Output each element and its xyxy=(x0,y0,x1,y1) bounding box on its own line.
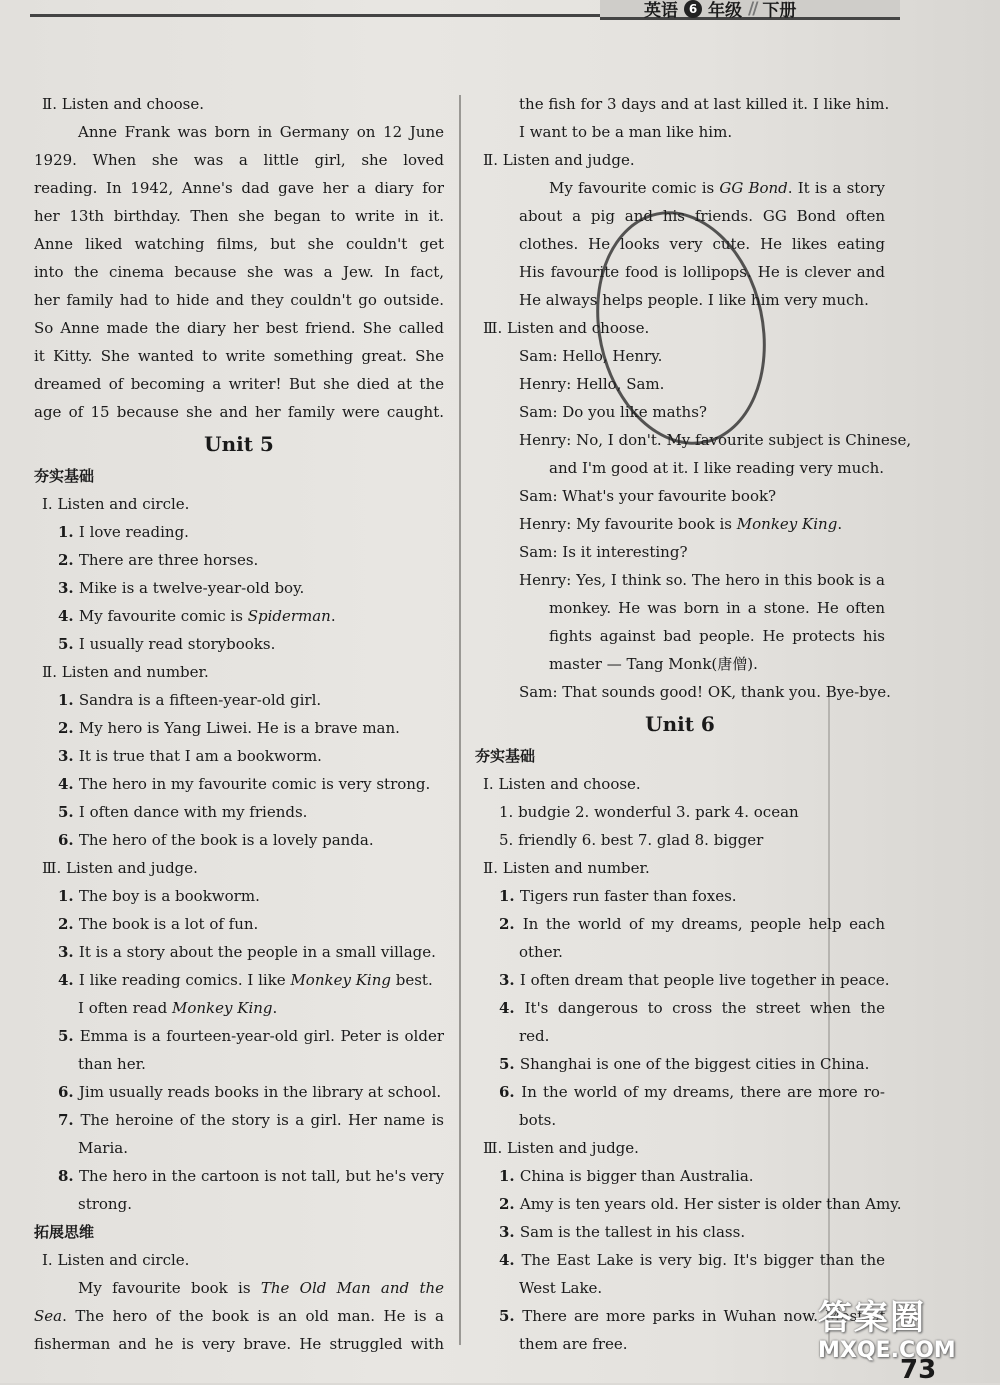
line-text: Jim usually reads books in the library at school. xyxy=(78,1083,442,1101)
text-line xyxy=(475,1106,885,1134)
text-line xyxy=(475,174,885,202)
text-line xyxy=(34,630,444,658)
header-volume: 下册 xyxy=(762,1,797,21)
line-text: Ⅱ. Listen and judge. xyxy=(483,151,635,169)
line-text: The hero in my favourite comic is very strong. xyxy=(78,775,431,793)
text-line xyxy=(475,510,885,538)
item-number: 5. xyxy=(58,803,79,821)
line-text: Shanghai is one of the biggest cities in China. xyxy=(519,1055,870,1073)
italic-title: GG Bond xyxy=(719,179,788,197)
line-text: There are more parks in Wuhan now. Most of xyxy=(522,1307,885,1325)
item-number: 1. xyxy=(499,1167,520,1185)
line-text: Sandra is a fifteen-year-old girl. xyxy=(78,691,322,709)
italic-title: Spiderman xyxy=(247,607,331,625)
text-line xyxy=(34,398,444,426)
item-number: 4. xyxy=(58,971,79,989)
left-column xyxy=(34,90,444,1358)
item-number: 2. xyxy=(58,719,79,737)
text-line xyxy=(475,882,885,910)
line-text: I want to be a man like him. xyxy=(519,123,733,141)
line-text: Henry: No, I don't. My favourite subject is Chinese, xyxy=(519,431,912,449)
line-text: My hero is Yang Liwei. He is a brave man. xyxy=(78,719,400,737)
italic-title: The Old Man and the xyxy=(260,1279,444,1297)
line-text: them are free. xyxy=(519,1335,628,1353)
line-text: other. xyxy=(519,943,563,961)
text-line xyxy=(34,146,444,174)
line-text: 1. budgie 2. wonderful 3. park 4. ocean xyxy=(499,803,799,821)
text-line xyxy=(475,650,885,678)
text-line xyxy=(475,1078,885,1106)
text-line xyxy=(34,1302,444,1330)
text-line xyxy=(475,566,885,594)
text-line xyxy=(34,602,444,630)
line-text: dreamed of becoming a writer! But she died at the xyxy=(34,375,444,393)
line-text: red. xyxy=(519,1027,550,1045)
text-line xyxy=(475,1022,885,1050)
line-text: and I'm good at it. I like reading very much. xyxy=(549,459,885,477)
line-text: The East Lake is very big. It's bigger than the xyxy=(521,1251,885,1269)
text-line xyxy=(475,1246,885,1274)
line-text: So Anne made the diary her best friend. She called xyxy=(34,319,444,337)
line-text: Ⅰ. Listen and choose. xyxy=(483,775,641,793)
text-line xyxy=(34,1078,444,1106)
line-text-after: . It is a story xyxy=(787,179,885,197)
text-line xyxy=(475,1218,885,1246)
line-text: Emma is a fourteen-year-old girl. Peter is older xyxy=(79,1027,444,1045)
text-line xyxy=(34,910,444,938)
line-text: reading. In 1942, Anne's dad gave her a diary for xyxy=(34,179,444,197)
text-line xyxy=(475,854,885,882)
line-text: Tigers run faster than foxes. xyxy=(519,887,737,905)
line-text: 5. friendly 6. best 7. glad 8. bigger xyxy=(499,831,764,849)
line-text: It is true that I am a bookworm. xyxy=(78,747,322,765)
line-text: Henry: Yes, I think so. The hero in this book is a xyxy=(519,571,885,589)
text-line xyxy=(34,230,444,258)
text-line xyxy=(475,1162,885,1190)
line-text: monkey. He was born in a stone. He often xyxy=(549,599,885,617)
text-line xyxy=(34,286,444,314)
item-number: 4. xyxy=(58,775,79,793)
line-text: The heroine of the story is a girl. Her name is xyxy=(80,1111,444,1129)
line-text: The book is a lot of fun. xyxy=(78,915,259,933)
item-number: 3. xyxy=(58,747,79,765)
line-text: age of 15 because she and her family were caught. xyxy=(34,403,444,421)
text-line xyxy=(475,1190,902,1218)
text-line xyxy=(34,1134,444,1162)
text-line xyxy=(475,994,885,1022)
line-text: The hero in the cartoon is not tall, but he's very xyxy=(79,1167,444,1185)
line-text: her family had to hide and they couldn't go outside. xyxy=(34,291,444,309)
line-text: I often dream that people live together in peace. xyxy=(519,971,890,989)
header-grade-suffix: 年级 xyxy=(708,1,742,21)
line-text: Maria. xyxy=(78,1139,128,1157)
text-line xyxy=(34,90,444,118)
text-line xyxy=(34,966,444,994)
text-line xyxy=(34,1106,444,1134)
line-text-after: . The hero of the book is an old man. He is a xyxy=(62,1307,444,1325)
text-line xyxy=(475,146,885,174)
text-line xyxy=(34,826,444,854)
line-text: master — Tang Monk(唐僧). xyxy=(549,655,758,673)
line-text-after: best. xyxy=(390,971,433,989)
item-number: 4. xyxy=(499,1251,522,1269)
item-number: 4. xyxy=(499,999,525,1017)
text-line xyxy=(34,1330,444,1358)
text-line xyxy=(34,202,444,230)
line-text: I like reading comics. I like xyxy=(78,971,291,989)
item-number: 6. xyxy=(499,1083,522,1101)
item-number: 5. xyxy=(58,635,79,653)
text-line xyxy=(34,1022,444,1050)
text-line xyxy=(475,118,885,146)
text-line xyxy=(475,1050,885,1078)
line-text: Ⅱ. Listen and choose. xyxy=(42,95,204,113)
text-line xyxy=(475,798,885,826)
line-text: My favourite comic is xyxy=(78,607,248,625)
item-number: 3. xyxy=(499,971,520,989)
line-text: I often read xyxy=(78,999,172,1017)
text-line xyxy=(34,118,444,146)
line-text-after: . xyxy=(272,999,278,1017)
text-line xyxy=(34,370,444,398)
item-number: 4. xyxy=(58,607,79,625)
text-line xyxy=(475,482,885,510)
line-text: Amy is ten years old. Her sister is older than Amy. xyxy=(519,1195,902,1213)
line-text: West Lake. xyxy=(519,1279,603,1297)
watermark-title: 答案圈 xyxy=(818,1298,926,1338)
text-line xyxy=(34,1246,444,1274)
text-line xyxy=(34,770,444,798)
unit-heading: Unit 6 xyxy=(645,712,715,736)
line-text: clothes. He looks very cute. He likes eating xyxy=(519,235,885,253)
line-text: It is a story about the people in a small village. xyxy=(78,943,436,961)
header-grade-number: 6 xyxy=(684,0,702,18)
line-text: Ⅰ. Listen and circle. xyxy=(42,1251,190,1269)
line-text: My favourite comic is xyxy=(549,179,720,197)
text-line xyxy=(34,546,444,574)
line-text: Henry: My favourite book is xyxy=(519,515,737,533)
line-text: strong. xyxy=(78,1195,132,1213)
item-number: 1. xyxy=(499,887,520,905)
italic-title: Monkey King xyxy=(290,971,391,989)
line-text: I often dance with my friends. xyxy=(78,803,308,821)
text-line xyxy=(34,882,444,910)
line-text-after: . xyxy=(330,607,336,625)
text-line xyxy=(475,966,890,994)
line-text-after: . xyxy=(837,515,843,533)
line-text: bots. xyxy=(519,1111,557,1129)
item-number: 1. xyxy=(58,887,79,905)
item-number: 6. xyxy=(58,831,79,849)
item-number: 1. xyxy=(58,523,79,541)
line-text: than her. xyxy=(78,1055,146,1073)
italic-title: Sea xyxy=(34,1307,63,1325)
text-line xyxy=(34,658,444,686)
line-text: The hero of the book is a lovely panda. xyxy=(78,831,374,849)
item-number: 1. xyxy=(58,691,79,709)
line-text: fights against bad people. He protects his xyxy=(549,627,885,645)
line-text: Sam: What's your favourite book? xyxy=(519,487,777,505)
column-divider xyxy=(459,95,461,1345)
line-text: In the world of my dreams, people help each xyxy=(522,915,885,933)
line-text: Henry: Hello, Sam. xyxy=(519,375,665,393)
line-text: I usually read storybooks. xyxy=(78,635,276,653)
text-line xyxy=(475,1134,885,1162)
item-number: 6. xyxy=(58,1083,79,1101)
item-number: 2. xyxy=(499,1195,520,1213)
text-line xyxy=(34,1274,444,1302)
line-text: China is bigger than Australia. xyxy=(519,1167,754,1185)
text-line xyxy=(34,994,444,1022)
line-text: The boy is a bookworm. xyxy=(78,887,260,905)
line-text: Anne Frank was born in Germany on 12 June xyxy=(78,123,444,141)
text-line xyxy=(34,1190,444,1218)
unit-heading: Unit 5 xyxy=(204,432,274,456)
watermark-url: MXQE.COM xyxy=(818,1338,956,1363)
text-line xyxy=(475,826,885,854)
section-heading: 拓展思维 xyxy=(34,1223,95,1241)
line-text: Sam: Hello, Henry. xyxy=(519,347,663,365)
line-text: Ⅱ. Listen and number. xyxy=(483,859,650,877)
line-text: her 13th birthday. Then she began to write in it. xyxy=(34,207,444,225)
line-text: Sam: Is it interesting? xyxy=(519,543,688,561)
item-number: 2. xyxy=(58,915,79,933)
line-text: Ⅲ. Listen and choose. xyxy=(483,319,650,337)
text-line xyxy=(34,1050,444,1078)
item-number: 3. xyxy=(58,579,79,597)
line-text: Mike is a twelve-year-old boy. xyxy=(78,579,305,597)
text-line xyxy=(475,538,885,566)
item-number: 8. xyxy=(58,1167,80,1185)
line-text: it Kitty. She wanted to write something great. She xyxy=(34,347,444,365)
text-line xyxy=(34,314,444,342)
text-line xyxy=(34,1162,444,1190)
text-line xyxy=(475,454,885,482)
text-line xyxy=(475,910,885,938)
text-line xyxy=(34,742,444,770)
text-line xyxy=(475,622,885,650)
text-line xyxy=(475,594,885,622)
line-text: He always helps people. I like him very much. xyxy=(519,291,869,309)
line-text: I love reading. xyxy=(78,523,189,541)
text-line xyxy=(34,258,444,286)
text-line xyxy=(475,938,885,966)
line-text: about a pig and his friends. GG Bond often xyxy=(519,207,885,225)
item-number: 5. xyxy=(58,1027,80,1045)
text-line xyxy=(34,686,444,714)
line-text: Sam: That sounds good! OK, thank you. Bye-bye. xyxy=(519,683,891,701)
section-heading: 夯实基础 xyxy=(475,747,536,765)
item-number: 3. xyxy=(499,1223,520,1241)
line-text: In the world of my dreams, there are more ro- xyxy=(521,1083,885,1101)
line-text: Ⅱ. Listen and number. xyxy=(42,663,209,681)
line-text: His favourite food is lollipops. He is clever and xyxy=(519,263,885,281)
page-header xyxy=(600,0,900,20)
item-number: 2. xyxy=(58,551,79,569)
item-number: 2. xyxy=(499,915,523,933)
item-number: 7. xyxy=(58,1111,81,1129)
line-text: Ⅲ. Listen and judge. xyxy=(483,1139,639,1157)
line-text: into the cinema because she was a Jew. In fact, xyxy=(34,263,444,281)
header-subject: 英语 xyxy=(644,1,678,21)
section-heading: 夯实基础 xyxy=(34,467,95,485)
line-text: Ⅰ. Listen and circle. xyxy=(42,495,190,513)
text-line xyxy=(34,342,444,370)
line-text: My favourite book is xyxy=(78,1279,261,1297)
line-text: Anne liked watching films, but she couldn't get xyxy=(34,235,444,253)
italic-title: Monkey King xyxy=(736,515,838,533)
line-text: Sam is the tallest in his class. xyxy=(519,1223,746,1241)
text-line xyxy=(475,678,891,706)
line-text: It's dangerous to cross the street when the xyxy=(524,999,885,1017)
text-line xyxy=(34,174,444,202)
line-text: the fish for 3 days and at last killed it. I like him. xyxy=(519,95,890,113)
line-text: fisherman and he is very brave. He struggled with xyxy=(34,1335,444,1353)
text-line xyxy=(475,90,890,118)
italic-title: Monkey King xyxy=(171,999,273,1017)
page-number: 73 xyxy=(900,1355,937,1385)
line-text: Ⅲ. Listen and judge. xyxy=(42,859,198,877)
line-text: Sam: Do you like maths? xyxy=(519,403,707,421)
text-line xyxy=(34,714,444,742)
line-text: 1929. When she was a little girl, she loved xyxy=(34,151,444,169)
text-line xyxy=(34,518,444,546)
item-number: 5. xyxy=(499,1307,523,1325)
header-decoration: // xyxy=(748,0,757,19)
text-line xyxy=(34,574,444,602)
text-line xyxy=(475,770,885,798)
item-number: 3. xyxy=(58,943,79,961)
item-number: 5. xyxy=(499,1055,520,1073)
text-line xyxy=(34,490,444,518)
line-text: There are three horses. xyxy=(78,551,259,569)
text-line xyxy=(34,798,444,826)
text-line xyxy=(34,854,444,882)
text-line xyxy=(34,938,444,966)
